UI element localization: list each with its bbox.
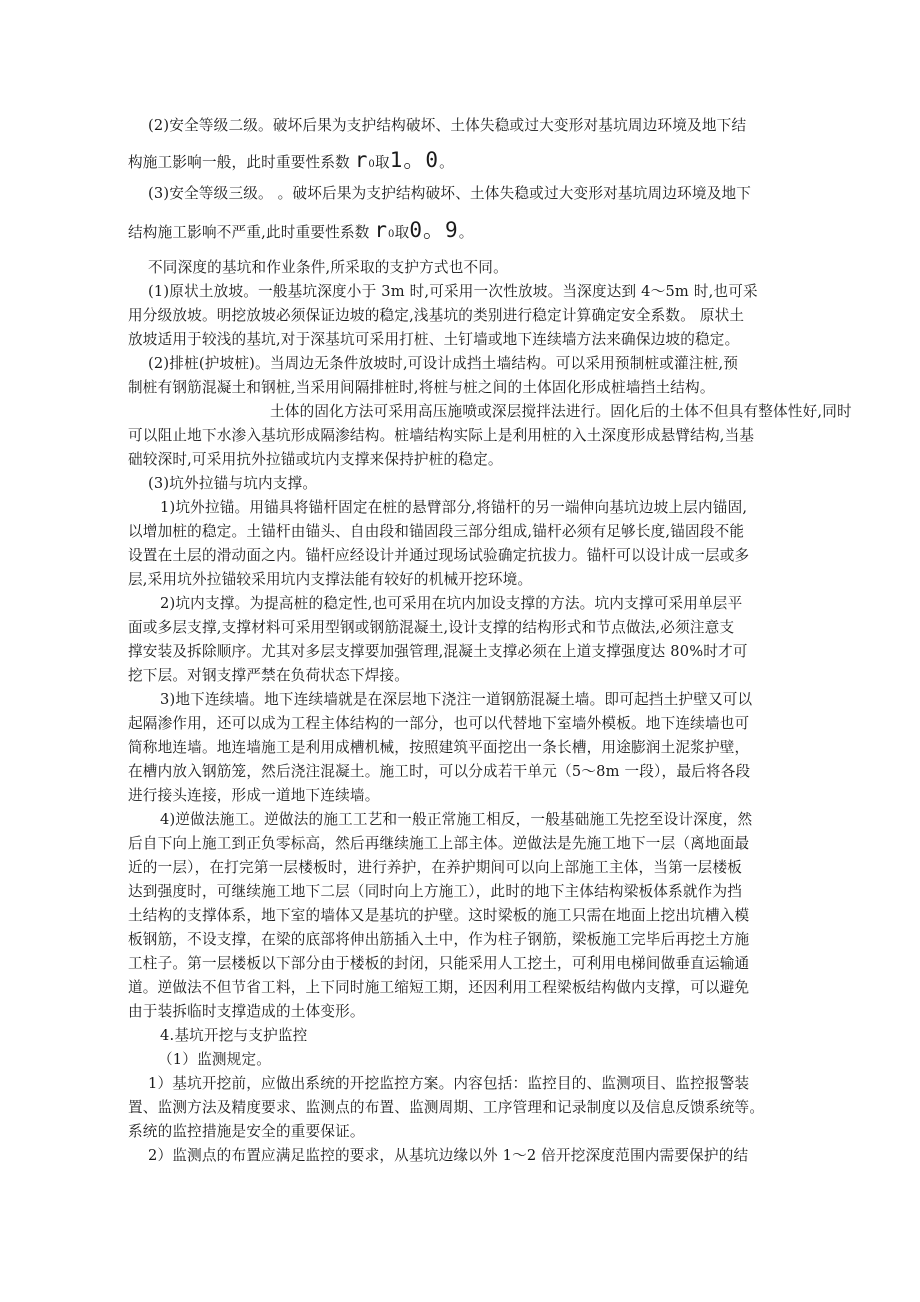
text-line — [128, 150, 820, 175]
text-line: 以增加桩的稳定。土锚杆由锚头、自由段和锚固段三部分组成,锚杆必须有足够长度,锚固段不能 — [128, 523, 745, 540]
text-line: (2)安全等级二级。破坏后果为支护结构破坏、土体失稳或过大变形对基坑周边环境及地下结 — [148, 117, 747, 134]
text-span-mid: 取 — [394, 224, 410, 241]
text-line: 础较深时,可采用抗外拉锚或坑内支撑来保持护桩的稳定。 — [128, 451, 503, 468]
text-span-pre: 构施工影响一般，此时重要性系数 — [128, 154, 355, 171]
text-line: 进行接头连接，形成一道地下连续墙。 — [128, 787, 380, 804]
text-line: 板钢筋，不设支撑，在梁的底部将伸出筋插入土中，作为柱子钢筋，梁板施工完毕后再挖土方施 — [128, 931, 750, 948]
text-line: 1）基坑开挖前，应做出系统的开挖监控方案。内容包括：监控目的、监测项目、监控报警装 — [148, 1075, 750, 1092]
text-line: 1)坑外拉锚。用锚具将锚杆固定在桩的悬臂部分,将锚杆的另一端伸向基坑边坡上层内锚固, — [160, 499, 748, 516]
text-span-post: 。 — [458, 224, 474, 241]
text-line: 撑安装及拆除顺序。尤其对多层支撑要加强管理,混凝土支撑必须在上道支撑强度达 80%时才可 — [128, 643, 748, 660]
text-span-big: 1。0 — [389, 148, 440, 172]
text-line: 近的一层），在打完第一层楼板时，进行养护，在养护期间可以向上部施工主体，当第一层楼板 — [128, 859, 743, 876]
text-line: 土体的固化方法可采用高压施喷或深层搅拌法进行。固化后的土体不但具有整体性好,同时 — [270, 403, 852, 420]
text-line: 可以阻止地下水渗入基坑形成隔渗结构。桩墙结构实际上是利用桩的入土深度形成悬臂结构,当基 — [128, 427, 755, 444]
text-line: 面或多层支撑,支撑材料可采用型钢或钢筋混凝土,设计支撑的结构形式和节点做法,必须注意支 — [128, 619, 735, 636]
text-line: 4)逆做法施工。逆做法的施工工艺和一般正常施工相反，一般基础施工先挖至设计深度，然 — [160, 811, 753, 828]
text-span-big: 0。9 — [409, 218, 459, 242]
text-line: 层,采用坑外拉锚较采用坑内支撑法能有较好的机械开挖环境。 — [128, 571, 533, 588]
text-span-r: r — [374, 218, 389, 242]
text-line: (2)排桩(护坡桩)。当周边无条件放坡时,可设计成挡土墙结构。可以采用预制桩或灌注桩,预 — [148, 355, 739, 372]
text-span-sub: 0 — [388, 229, 395, 240]
text-span-r: r — [354, 148, 369, 172]
text-line: 4.基坑开挖与支护监控 — [160, 1027, 308, 1044]
text-line: 置、监测方法及精度要求、监测点的布置、监测周期、工序管理和记录制度以及信息反馈系统等。 — [128, 1099, 765, 1116]
text-span-mid: 取 — [374, 154, 390, 171]
text-line: (3)安全等级三级。 。破坏后果为支护结构破坏、土体失稳或过大变形对基坑周边环境及地下 — [148, 185, 752, 202]
text-line: （1）监测规定。 — [158, 1051, 272, 1068]
text-span-sub: 0 — [368, 159, 375, 170]
text-line: 不同深度的基坑和作业条件,所采取的支护方式也不同。 — [148, 259, 508, 276]
text-span-pre: 结构施工影响不严重,此时重要性系数 — [128, 224, 375, 241]
text-line: (3)坑外拉锚与坑内支撑。 — [148, 475, 318, 492]
text-line: 2)坑内支撑。为提高桩的稳定性,也可采用在坑内加设支撑的方法。坑内支撑可采用单层平 — [160, 595, 743, 612]
text-line — [128, 220, 820, 245]
text-line: 起隔渗作用，还可以成为工程主体结构的一部分，也可以代替地下室墙外模板。地下连续墙也可 — [128, 715, 750, 732]
text-line: 在槽内放入钢筋笼，然后浇注混凝土。施工时，可以分成若干单元（5～8m 一段），最后将各段 — [128, 763, 751, 780]
text-line: 土结构的支撑体系，地下室的墙体又是基坑的护壁。这时梁板的施工只需在地面上挖出坑槽入模 — [128, 907, 750, 924]
text-line: 3)地下连续墙。地下连续墙就是在深层地下浇注一道钢筋混凝土墙。即可起挡土护壁又可以 — [160, 691, 753, 708]
text-line: 制桩有钢筋混凝土和钢桩,当采用间隔排桩时,将桩与桩之间的土体固化形成桩墙挡土结构。 — [128, 379, 715, 396]
text-line: 设置在土层的滑动面之内。锚杆应经设计并通过现场试验确定抗拔力。锚杆可以设计成一层或多 — [128, 547, 750, 564]
text-line: 2）监测点的布置应满足监控的要求，从基坑边缘以外 1～2 倍开挖深度范围内需要保护的结 — [148, 1147, 749, 1164]
text-line: 后自下向上施工到正负零标高，然后再继续施工上部主体。逆做法是先施工地下一层（离地面最 — [128, 835, 750, 852]
text-line: 简称地连墙。地连墙施工是利用成槽机械，按照建筑平面挖出一条长槽，用途膨润土泥浆护壁， — [128, 739, 750, 756]
text-span-post: 。 — [439, 154, 454, 171]
text-line: 放坡适用于较浅的基坑,对于深基坑可采用打桩、土钉墙或地下连续墙方法来确保边坡的稳定。 — [128, 331, 740, 348]
text-line: (1)原状土放坡。一般基坑深度小于 3m 时,可采用一次性放坡。当深度达到 4～5m 时,也可采 — [148, 283, 758, 300]
text-line: 道。逆做法不但节省工料，上下同时施工缩短工期，还因利用工程梁板结构做内支撑，可以避免 — [128, 979, 750, 996]
text-line: 由于装拆临时支撑造成的土体变形。 — [128, 1003, 365, 1020]
text-line: 用分级放坡。明挖放坡必须保证边坡的稳定,浅基坑的类别进行稳定计算确定安全系数。 原状土 — [128, 307, 745, 324]
text-line: 工柱子。第一层楼板以下部分由于楼板的封闭，只能采用人工挖土，可利用电梯间做垂直运输通 — [128, 955, 750, 972]
text-line: 系统的监控措施是安全的重要保证。 — [128, 1123, 365, 1140]
text-line: 达到强度时，可继续施工地下二层（同时向上方施工），此时的地下主体结构梁板体系就作为挡 — [128, 883, 743, 900]
text-line: 挖下层。对钢支撑严禁在负荷状态下焊接。 — [128, 667, 410, 684]
